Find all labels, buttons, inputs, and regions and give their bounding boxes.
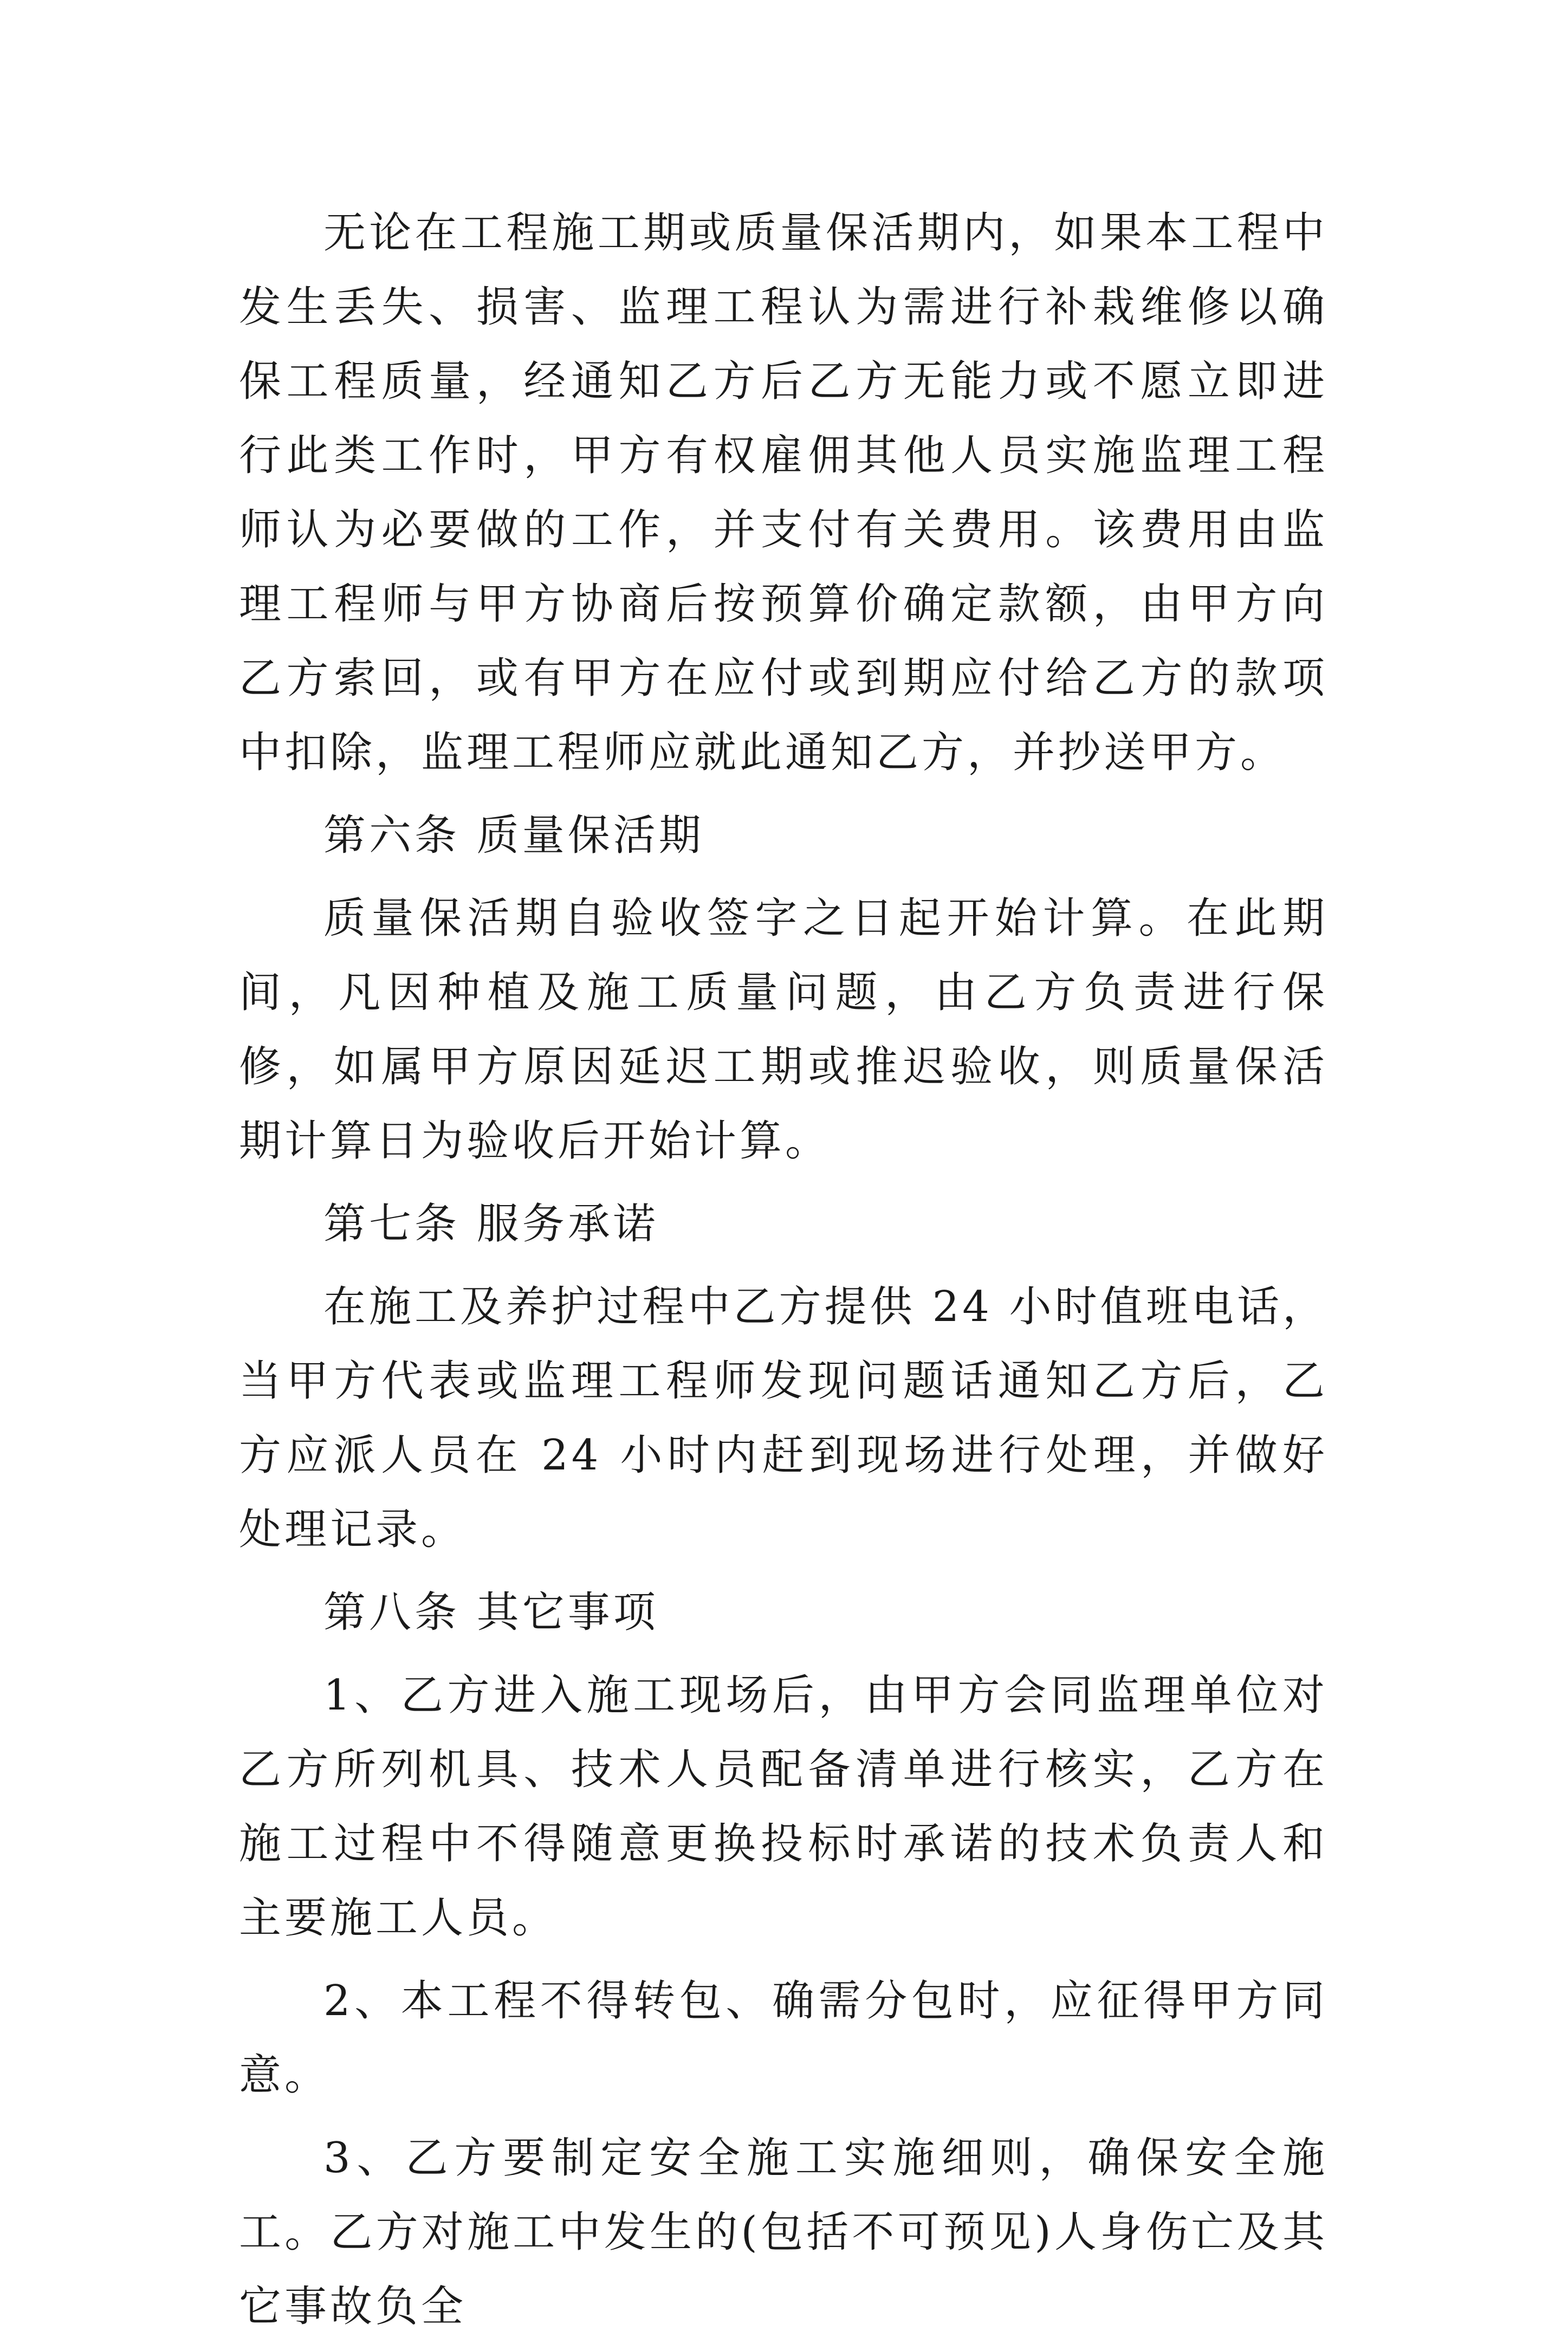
document-body bbox=[239, 196, 1328, 2344]
paragraph-remedy-clause: 无论在工程施工期或质量保活期内，如果本工程中发生丢失、损害、监理工程认为需进行补栽维修以确保工程质量，经通知乙方后乙方无能力或不愿立即进行此类工作时，甲方有权雇佣其他人员实施监理工程师认为必要做的工作，并支付有关费用。该费用由监理工程师与甲方协商后按预算价确定款额，由甲方向乙方索回，或有甲方在应付或到期应付给乙方的款项中扣除，监理工程师应就此通知乙方，并抄送甲方。 bbox=[239, 209, 1328, 777]
list-item-1: 1、乙方进入施工现场后，由甲方会同监理单位对乙方所列机具、技术人员配备清单进行核实，乙方在施工过程中不得随意更换投标时承诺的技术负责人和主要施工人员。 bbox=[239, 1671, 1328, 1942]
list-item-3: 3、乙方要制定安全施工实施细则，确保安全施工。乙方对施工中发生的(包括不可预见)人身伤亡及其它事故负全 bbox=[239, 2134, 1328, 2331]
heading-article-7: 第七条 服务承诺 bbox=[323, 1200, 659, 1248]
heading-article-6: 第六条 质量保活期 bbox=[323, 811, 704, 860]
list-item-2: 2、本工程不得转包、确需分包时，应征得甲方同意。 bbox=[239, 1977, 1328, 2100]
heading-article-8: 第八条 其它事项 bbox=[323, 1588, 659, 1637]
paragraph-warranty-period: 质量保活期自验收签字之日起开始计算。在此期间，凡因种植及施工质量问题，由乙方负责进行保修，如属甲方原因延迟工期或推迟验收，则质量保活期计算日为验收后开始计算。 bbox=[239, 894, 1328, 1165]
paragraph-service-commitment: 在施工及养护过程中乙方提供 24 小时值班电话，当甲方代表或监理工程师发现问题话通知乙方后，乙方应派人员在 24 小时内赶到现场进行处理，并做好处理记录。 bbox=[239, 1283, 1328, 1554]
